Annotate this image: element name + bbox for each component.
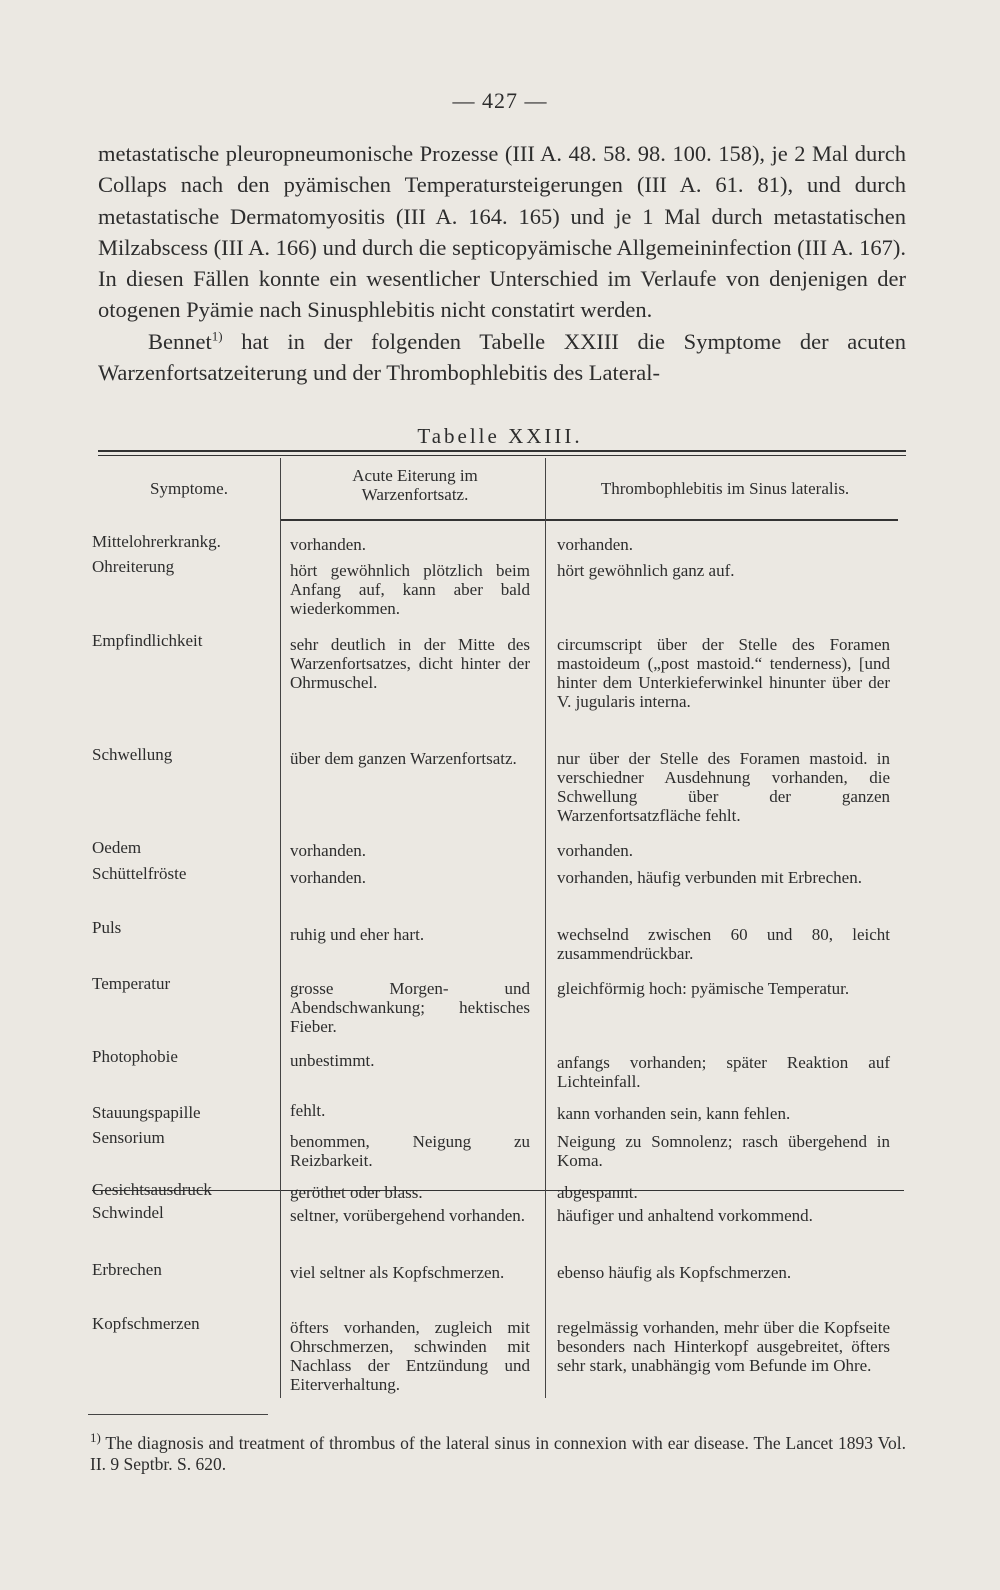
thrombo-cell: nur über der Stelle des Foramen mastoid. in verschiedner Ausdehnung vorhanden, die Schwellung über der ganzen Warzenfortsatzfläche fehlt. bbox=[557, 749, 890, 825]
header-acute: Acute Eiterung im Warzenfortsatz. bbox=[352, 466, 478, 504]
acute-cell: unbestimmt. bbox=[290, 1051, 375, 1070]
symptom-label: Empfindlichkeit bbox=[92, 631, 203, 650]
symptom-label: Photophobie bbox=[92, 1047, 178, 1066]
thrombo-cell: häufiger und anhaltend vorkommend. bbox=[557, 1206, 813, 1225]
thrombo-cell: circumscript über der Stelle des Foramen mastoideum („post mastoid.“ tenderness), [und hinter dem Unterkieferwinkel hinunter über der V. jugularis interna. bbox=[557, 635, 890, 711]
thrombo-cell: ebenso häufig als Kopfschmerzen. bbox=[557, 1263, 792, 1282]
acute-cell: vorhanden. bbox=[290, 868, 367, 887]
acute-cell: öfters vorhanden, zugleich mit Ohrschmerzen, schwinden mit Nachlass der Entzündung und Eiterverhaltung. bbox=[290, 1318, 530, 1394]
acute-cell: fehlt. bbox=[290, 1101, 326, 1120]
table-title: Tabelle XXIII. bbox=[417, 424, 583, 448]
table-top-rule bbox=[98, 450, 906, 452]
footnote-reference: 1) bbox=[211, 328, 223, 344]
page-number: — 427 — bbox=[452, 88, 548, 113]
symptom-label: Erbrechen bbox=[92, 1260, 162, 1279]
footnote-mark: 1) bbox=[90, 1430, 101, 1446]
header-symptome: Symptome. bbox=[150, 479, 228, 498]
footnote bbox=[90, 1430, 906, 1475]
table-header-rule bbox=[280, 519, 898, 521]
header-thrombo: Thrombophlebitis im Sinus lateralis. bbox=[600, 479, 850, 498]
thrombo-cell: vorhanden. bbox=[557, 535, 634, 554]
footnote-divider bbox=[88, 1414, 268, 1415]
thrombo-cell: abgespannt. bbox=[557, 1183, 638, 1202]
symptom-label: Schüttelfröste bbox=[92, 864, 187, 883]
symptom-label: Schwindel bbox=[92, 1203, 164, 1222]
acute-cell: viel seltner als Kopfschmerzen. bbox=[290, 1263, 505, 1282]
thrombo-cell: vorhanden. bbox=[557, 841, 634, 860]
symptom-label: Sensorium bbox=[92, 1128, 165, 1147]
acute-cell: über dem ganzen Warzenfortsatz. bbox=[290, 749, 517, 768]
acute-cell: geröthet oder blass. bbox=[290, 1183, 423, 1202]
thrombo-cell: Neigung zu Somnolenz; rasch übergehend in Koma. bbox=[557, 1132, 890, 1170]
acute-cell: grosse Morgen- und Abendschwankung; hektisches Fieber. bbox=[290, 979, 530, 1036]
acute-cell: hört gewöhnlich plötzlich beim Anfang auf, kann aber bald wiederkommen. bbox=[290, 561, 530, 618]
thrombo-cell: gleichförmig hoch: pyämische Temperatur. bbox=[557, 979, 850, 998]
thrombo-cell: hört gewöhnlich ganz auf. bbox=[557, 561, 735, 580]
symptom-label: Gesichtsausdruck bbox=[92, 1180, 212, 1199]
acute-cell: benommen, Neigung zu Reizbarkeit. bbox=[290, 1132, 530, 1170]
table-column-divider-1 bbox=[280, 458, 281, 1398]
symptom-label: Stauungspapille bbox=[92, 1103, 201, 1122]
acute-cell: sehr deutlich in der Mitte des Warzenfortsatzes, dicht hinter der Ohrmuschel. bbox=[290, 635, 530, 692]
symptom-label: Puls bbox=[92, 918, 122, 937]
symptom-label: Kopfschmerzen bbox=[92, 1314, 200, 1333]
thrombo-cell: anfangs vorhanden; später Reaktion auf Lichteinfall. bbox=[557, 1053, 890, 1091]
thrombo-cell: kann vorhanden sein, kann fehlen. bbox=[557, 1104, 791, 1123]
paragraph-2-text: hat in der folgenden Tabelle XXIII die Symptome der acuten Warzenfortsatzeiterung und der Thrombophlebitis des Lateral- bbox=[98, 328, 906, 386]
thrombo-cell: vorhanden, häufig verbunden mit Erbrechen. bbox=[557, 868, 862, 887]
table-top-rule-thin bbox=[98, 455, 906, 456]
footnote-text: The diagnosis and treatment of thrombus of the lateral sinus in connexion with ear disease. The Lancet 1893 Vol. II. 9 Septbr. S. 620. bbox=[90, 1433, 906, 1474]
acute-cell: vorhanden. bbox=[290, 535, 367, 554]
paragraph-2-author: Bennet bbox=[148, 328, 212, 354]
table-column-divider-2 bbox=[545, 458, 546, 1398]
acute-cell: ruhig und eher hart. bbox=[290, 925, 425, 944]
symptom-label: Mittelohrerkrankg. bbox=[92, 532, 221, 551]
thrombo-cell: regelmässig vorhanden, mehr über die Kopfseite besonders nach Hinterkopf ausgebreitet, öfters sehr stark, unabhängig vom Befunde im Ohre. bbox=[557, 1318, 890, 1375]
acute-cell: seltner, vorübergehend vorhanden. bbox=[290, 1206, 526, 1225]
symptom-label: Oedem bbox=[92, 838, 142, 857]
symptom-label: Temperatur bbox=[92, 974, 171, 993]
body-text bbox=[98, 138, 906, 388]
paragraph-1: metastatische pleuropneumonische Prozesse (III A. 48. 58. 98. 100. 158), je 2 Mal durch Collaps nach den pyämischen Temperatursteigerungen (III A. 61. 81), und durch metastatische Dermatomyositis (III A. 164. 165) und je 1 Mal durch metastatischen Milzabscess (III A. 166) und durch die septicopyämische Allgemeininfection (III A. 167). In diesen Fällen konnte ein wesentlicher Unterschied im Verlaufe von denjenigen der otogenen Pyämie nach Sinusphlebitis nicht constatirt werden. bbox=[98, 141, 906, 323]
symptom-label: Ohreiterung bbox=[92, 557, 175, 576]
paragraph-2 bbox=[98, 326, 906, 389]
acute-cell: vorhanden. bbox=[290, 841, 367, 860]
thrombo-cell: wechselnd zwischen 60 und 80, leicht zusammendrückbar. bbox=[557, 925, 890, 963]
symptom-label: Schwellung bbox=[92, 745, 173, 764]
